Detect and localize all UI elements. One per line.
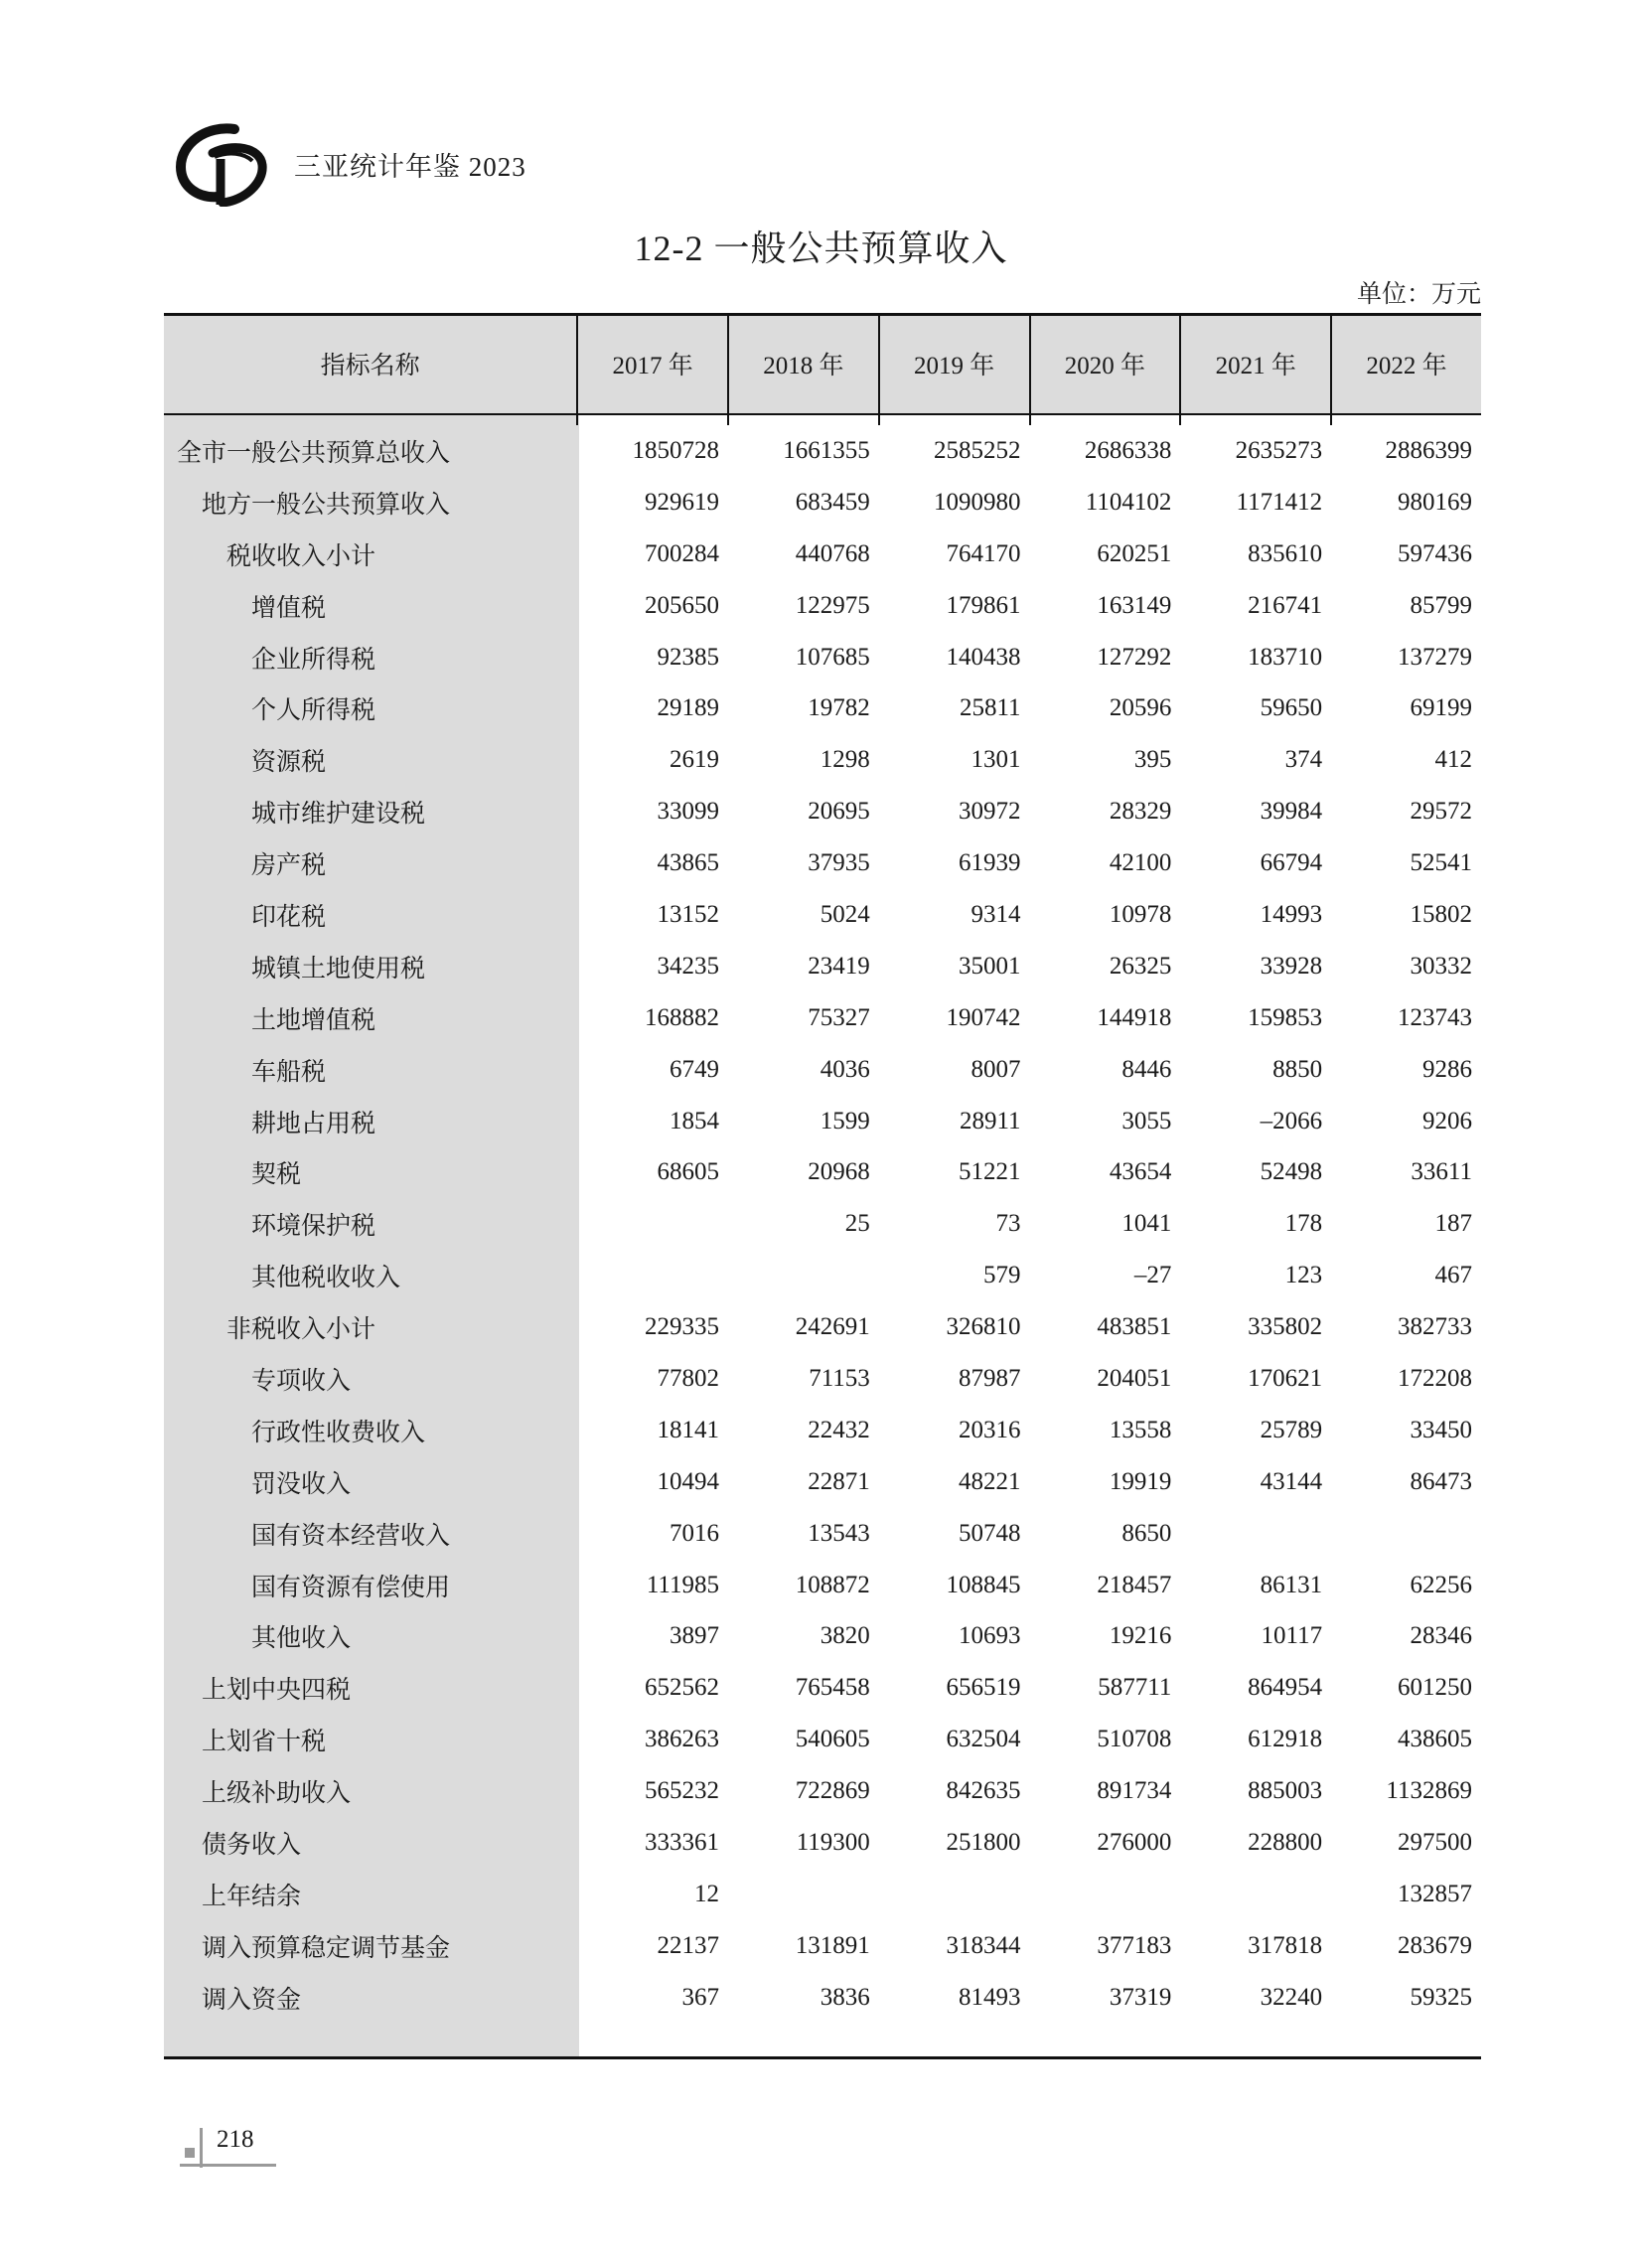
value-cell: 108845 — [946, 1571, 1021, 1598]
value-cell: 2635273 — [1235, 436, 1323, 464]
value-cell: 87987 — [959, 1364, 1021, 1392]
value-cell: 92385 — [657, 643, 719, 671]
value-cell: 22871 — [808, 1467, 870, 1495]
table-row — [164, 1662, 1481, 1714]
row-label: 增值税 — [251, 594, 327, 622]
row-label: 上年结余 — [202, 1883, 302, 1910]
value-cell: 1599 — [820, 1107, 870, 1134]
table-row — [164, 632, 1481, 683]
data-table-container — [164, 313, 1481, 2059]
table-row — [164, 1405, 1481, 1456]
value-cell: 10978 — [1109, 900, 1172, 928]
value-cell: 66794 — [1260, 849, 1323, 877]
row-label: 债务收入 — [202, 1831, 302, 1859]
value-cell: 13152 — [657, 900, 719, 928]
book-title: 三亚统计年鉴 2023 — [294, 152, 526, 182]
row-label: 耕地占用税 — [251, 1110, 376, 1137]
value-cell: 43654 — [1109, 1158, 1172, 1186]
value-cell: 20695 — [808, 798, 870, 826]
value-cell: 28329 — [1109, 798, 1172, 826]
table-row — [164, 1560, 1481, 1611]
table-row — [164, 1301, 1481, 1353]
value-cell: 51221 — [959, 1158, 1021, 1186]
table-row — [164, 889, 1481, 941]
value-cell: 30972 — [959, 798, 1021, 826]
value-cell: 2886399 — [1385, 436, 1472, 464]
value-cell: 842635 — [946, 1777, 1021, 1805]
row-label: 国有资源有偿使用 — [251, 1574, 451, 1601]
value-cell: 23419 — [808, 952, 870, 980]
value-cell: 73 — [995, 1210, 1021, 1238]
row-label: 地方一般公共预算收入 — [202, 491, 451, 519]
row-label: 印花税 — [251, 903, 327, 931]
value-cell: 377183 — [1097, 1931, 1172, 1959]
table-row — [164, 682, 1481, 734]
table-body — [164, 425, 1481, 2024]
row-label: 车船税 — [251, 1058, 327, 1086]
value-cell: 8446 — [1121, 1055, 1172, 1083]
row-label: 个人所得税 — [251, 697, 376, 725]
value-cell: 33099 — [657, 798, 719, 826]
table-row — [164, 1508, 1481, 1560]
value-cell: 179861 — [946, 591, 1021, 619]
value-cell: 15802 — [1410, 900, 1472, 928]
value-cell: 107685 — [795, 643, 870, 671]
value-cell: 440768 — [795, 539, 870, 567]
value-cell: 510708 — [1097, 1726, 1172, 1753]
value-cell: 62256 — [1410, 1571, 1472, 1598]
row-label: 罚没收入 — [251, 1470, 352, 1498]
value-cell — [577, 1198, 728, 1250]
value-cell: 205650 — [644, 591, 719, 619]
value-cell: 12 — [693, 1880, 719, 1907]
value-cell — [1180, 1869, 1331, 1920]
row-label: 房产税 — [251, 852, 327, 880]
value-cell: 168882 — [644, 1003, 719, 1031]
table-top-rule — [164, 313, 1481, 316]
value-cell: 8850 — [1272, 1055, 1323, 1083]
value-cell: 326810 — [946, 1313, 1021, 1341]
row-label: 土地增值税 — [251, 1006, 376, 1034]
value-cell: 33928 — [1260, 952, 1323, 980]
row-label: 环境保护税 — [251, 1213, 376, 1241]
value-cell: 700284 — [644, 539, 719, 567]
yearbook-logo-icon — [175, 121, 270, 207]
value-cell — [577, 1250, 728, 1301]
value-cell: 2686338 — [1084, 436, 1172, 464]
value-cell: 1132869 — [1386, 1777, 1472, 1805]
column-header-year: 2019 年 — [879, 313, 1030, 414]
column-header-year: 2020 年 — [1030, 313, 1181, 414]
table-row — [164, 1250, 1481, 1301]
value-cell: 722869 — [795, 1777, 870, 1805]
value-cell: 30332 — [1410, 952, 1472, 980]
table-row — [164, 1198, 1481, 1250]
value-cell: 39984 — [1260, 798, 1323, 826]
value-cell: 656519 — [946, 1674, 1021, 1702]
row-label: 上划省十税 — [202, 1729, 327, 1756]
value-cell: 374 — [1284, 746, 1323, 774]
value-cell: 1854 — [669, 1107, 719, 1134]
column-header-name: 指标名称 — [164, 313, 577, 414]
value-cell: 163149 — [1097, 591, 1172, 619]
value-cell: 333361 — [644, 1828, 719, 1856]
value-cell: 32240 — [1260, 1983, 1323, 2011]
value-cell: 204051 — [1097, 1364, 1172, 1392]
table-row — [164, 1044, 1481, 1096]
unit-label: 单位：万元 — [1356, 281, 1481, 308]
value-cell: 317818 — [1248, 1931, 1323, 1959]
value-cell: 412 — [1434, 746, 1472, 774]
page-marker-bar — [200, 2128, 203, 2168]
value-cell: 467 — [1434, 1262, 1472, 1289]
value-cell: 20596 — [1109, 694, 1172, 722]
value-cell: 540605 — [795, 1726, 870, 1753]
row-label: 专项收入 — [251, 1367, 352, 1395]
value-cell: 10117 — [1261, 1622, 1323, 1650]
row-label: 其他收入 — [251, 1625, 352, 1653]
row-label: 企业所得税 — [251, 646, 376, 674]
value-cell: 123743 — [1398, 1003, 1472, 1031]
table-row — [164, 1765, 1481, 1817]
value-cell: 77802 — [657, 1364, 719, 1392]
value-cell: –2066 — [1260, 1107, 1323, 1134]
value-cell: 2619 — [669, 746, 719, 774]
row-label: 其他税收收入 — [251, 1265, 401, 1292]
value-cell: 3055 — [1121, 1107, 1172, 1134]
row-label: 税收收入小计 — [226, 542, 376, 570]
value-cell: 59650 — [1260, 694, 1323, 722]
value-cell: 19919 — [1109, 1467, 1172, 1495]
value-cell: 122975 — [795, 591, 870, 619]
value-cell: 864954 — [1248, 1674, 1323, 1702]
value-cell: 1661355 — [783, 436, 870, 464]
table-row — [164, 1353, 1481, 1405]
value-cell: 20968 — [808, 1158, 870, 1186]
table-row — [164, 1610, 1481, 1662]
value-cell: 48221 — [959, 1467, 1021, 1495]
value-cell: 218457 — [1097, 1571, 1172, 1598]
value-cell: 229335 — [644, 1313, 719, 1341]
value-cell — [728, 1250, 879, 1301]
row-label: 全市一般公共预算总收入 — [177, 439, 451, 467]
header-row — [164, 313, 1481, 414]
value-cell: 22137 — [657, 1931, 719, 1959]
value-cell: 9314 — [970, 900, 1021, 928]
value-cell: 52498 — [1260, 1158, 1323, 1186]
value-cell: 2585252 — [934, 436, 1021, 464]
value-cell: 9286 — [1422, 1055, 1472, 1083]
value-cell: 632504 — [946, 1726, 1021, 1753]
value-cell: 242691 — [795, 1313, 870, 1341]
table-row — [164, 1920, 1481, 1972]
page-marker-square — [185, 2148, 195, 2158]
value-cell: 43144 — [1260, 1467, 1323, 1495]
value-cell: 140438 — [946, 643, 1021, 671]
value-cell: 3820 — [820, 1622, 870, 1650]
value-cell: 683459 — [795, 488, 870, 516]
value-cell — [879, 1869, 1030, 1920]
table-row — [164, 786, 1481, 837]
value-cell: 14993 — [1260, 900, 1323, 928]
value-cell: 159853 — [1248, 1003, 1323, 1031]
column-header-year: 2021 年 — [1180, 313, 1331, 414]
table-header-rule — [164, 413, 1481, 415]
value-cell: 29572 — [1410, 798, 1472, 826]
value-cell: 9206 — [1422, 1107, 1472, 1134]
value-cell: 6749 — [669, 1055, 719, 1083]
value-cell: 85799 — [1410, 591, 1472, 619]
value-cell: 75327 — [808, 1003, 870, 1031]
value-cell: 111985 — [646, 1571, 719, 1598]
value-cell: 170621 — [1248, 1364, 1323, 1392]
value-cell: 652562 — [644, 1674, 719, 1702]
value-cell: 52541 — [1410, 849, 1472, 877]
value-cell: 318344 — [946, 1931, 1021, 1959]
header-spacer — [164, 414, 1481, 425]
table-row — [164, 1096, 1481, 1147]
column-header-year: 2018 年 — [728, 313, 879, 414]
value-cell: 929619 — [644, 488, 719, 516]
value-cell: 172208 — [1398, 1364, 1472, 1392]
value-cell: 13543 — [808, 1519, 870, 1547]
table-row — [164, 580, 1481, 632]
value-cell: 5024 — [820, 900, 870, 928]
value-cell: 283679 — [1398, 1931, 1472, 1959]
value-cell: 7016 — [669, 1519, 719, 1547]
value-cell: 216741 — [1248, 591, 1323, 619]
value-cell: 25 — [844, 1210, 870, 1238]
row-label: 调入预算稳定调节基金 — [202, 1934, 451, 1962]
table-bottom-rule — [164, 2056, 1481, 2059]
value-cell — [1331, 1508, 1481, 1560]
value-cell: 565232 — [644, 1777, 719, 1805]
value-cell: 587711 — [1098, 1674, 1172, 1702]
value-cell: 386263 — [644, 1726, 719, 1753]
value-cell: 1850728 — [632, 436, 719, 464]
column-header-year: 2022 年 — [1331, 313, 1481, 414]
row-label: 非税收入小计 — [226, 1316, 376, 1344]
value-cell: 35001 — [959, 952, 1021, 980]
row-label: 契税 — [251, 1161, 302, 1189]
table-row — [164, 1869, 1481, 1920]
value-cell: 764170 — [946, 539, 1021, 567]
value-cell — [1180, 1508, 1331, 1560]
value-cell: 8650 — [1121, 1519, 1172, 1547]
row-label: 调入资金 — [202, 1986, 302, 2014]
value-cell: 29189 — [657, 694, 719, 722]
table-row — [164, 941, 1481, 992]
value-cell: 33611 — [1411, 1158, 1472, 1186]
value-cell: 71153 — [809, 1364, 870, 1392]
value-cell: 1041 — [1121, 1210, 1172, 1238]
value-cell: 597436 — [1398, 539, 1472, 567]
value-cell: 251800 — [946, 1828, 1021, 1856]
value-cell: 1298 — [820, 746, 870, 774]
value-cell: 10693 — [959, 1622, 1021, 1650]
table-title: 12-2 一般公共预算收入 — [634, 228, 1008, 268]
table-row — [164, 425, 1481, 477]
row-label: 资源税 — [251, 749, 327, 777]
value-cell: 127292 — [1097, 643, 1172, 671]
value-cell: 131891 — [795, 1931, 870, 1959]
value-cell: 20316 — [959, 1416, 1021, 1443]
value-cell: 382733 — [1398, 1313, 1472, 1341]
value-cell: 620251 — [1097, 539, 1172, 567]
value-cell: 119300 — [796, 1828, 870, 1856]
value-cell: 178 — [1284, 1210, 1323, 1238]
table-row — [164, 992, 1481, 1044]
value-cell: 26325 — [1109, 952, 1172, 980]
value-cell: 50748 — [959, 1519, 1021, 1547]
value-cell: 228800 — [1248, 1828, 1323, 1856]
value-cell: 835610 — [1248, 539, 1323, 567]
table-row — [164, 1456, 1481, 1508]
row-label: 上划中央四税 — [202, 1677, 352, 1705]
value-cell: 25811 — [959, 694, 1021, 722]
value-cell: 43865 — [657, 849, 719, 877]
value-cell: 132857 — [1398, 1880, 1472, 1907]
value-cell: –27 — [1133, 1262, 1172, 1289]
row-label: 城市维护建设税 — [251, 801, 426, 829]
value-cell: 86131 — [1260, 1571, 1323, 1598]
value-cell: 367 — [681, 1983, 719, 2011]
value-cell: 68605 — [657, 1158, 719, 1186]
value-cell: 19782 — [808, 694, 870, 722]
value-cell: 34235 — [657, 952, 719, 980]
value-cell: 980169 — [1398, 488, 1472, 516]
table-row — [164, 1817, 1481, 1869]
value-cell: 28911 — [959, 1107, 1021, 1134]
value-cell: 137279 — [1398, 643, 1472, 671]
value-cell: 10494 — [657, 1467, 719, 1495]
value-cell: 59325 — [1410, 1983, 1472, 2011]
table-row — [164, 734, 1481, 786]
table-row — [164, 1972, 1481, 2024]
row-label: 行政性收费收入 — [251, 1419, 426, 1446]
value-cell: 81493 — [959, 1983, 1021, 2011]
value-cell: 19216 — [1109, 1622, 1172, 1650]
value-cell: 4036 — [820, 1055, 870, 1083]
value-cell: 33450 — [1410, 1416, 1472, 1443]
value-cell — [1030, 1869, 1181, 1920]
value-cell: 612918 — [1248, 1726, 1323, 1753]
row-label: 国有资本经营收入 — [251, 1522, 451, 1550]
value-cell — [728, 1869, 879, 1920]
value-cell: 276000 — [1097, 1828, 1172, 1856]
budget-revenue-table — [164, 313, 1481, 2024]
value-cell: 765458 — [795, 1674, 870, 1702]
value-cell: 335802 — [1248, 1313, 1323, 1341]
table-row — [164, 837, 1481, 889]
value-cell: 3836 — [820, 1983, 870, 2011]
page-marker-rule — [180, 2164, 276, 2167]
value-cell: 483851 — [1097, 1313, 1172, 1341]
row-label: 上级补助收入 — [202, 1780, 352, 1808]
value-cell: 123 — [1284, 1262, 1323, 1289]
value-cell: 1301 — [970, 746, 1021, 774]
table-row — [164, 529, 1481, 580]
value-cell: 69199 — [1410, 694, 1472, 722]
value-cell: 28346 — [1410, 1622, 1472, 1650]
value-cell: 22432 — [808, 1416, 870, 1443]
value-cell: 297500 — [1398, 1828, 1472, 1856]
value-cell: 1104102 — [1085, 488, 1172, 516]
value-cell: 42100 — [1109, 849, 1172, 877]
value-cell: 601250 — [1398, 1674, 1472, 1702]
value-cell: 61939 — [959, 849, 1021, 877]
value-cell: 885003 — [1248, 1777, 1323, 1805]
value-cell: 183710 — [1248, 643, 1323, 671]
value-cell: 86473 — [1410, 1467, 1472, 1495]
value-cell: 1171412 — [1236, 488, 1323, 516]
value-cell: 25789 — [1260, 1416, 1323, 1443]
table-row — [164, 1146, 1481, 1198]
value-cell: 187 — [1434, 1210, 1472, 1238]
value-cell: 190742 — [946, 1003, 1021, 1031]
table-row — [164, 1714, 1481, 1765]
value-cell: 18141 — [657, 1416, 719, 1443]
value-cell: 13558 — [1109, 1416, 1172, 1443]
value-cell: 891734 — [1097, 1777, 1172, 1805]
table-row — [164, 477, 1481, 529]
value-cell: 395 — [1133, 746, 1172, 774]
row-label: 城镇土地使用税 — [251, 955, 426, 983]
value-cell: 1090980 — [934, 488, 1021, 516]
value-cell: 438605 — [1398, 1726, 1472, 1753]
value-cell: 37319 — [1109, 1983, 1172, 2011]
value-cell: 37935 — [808, 849, 870, 877]
page-number: 218 — [217, 2126, 254, 2153]
value-cell: 144918 — [1097, 1003, 1172, 1031]
column-header-year: 2017 年 — [577, 313, 728, 414]
value-cell: 3897 — [669, 1622, 719, 1650]
value-cell: 8007 — [970, 1055, 1021, 1083]
value-cell: 108872 — [795, 1571, 870, 1598]
value-cell: 579 — [983, 1262, 1021, 1289]
